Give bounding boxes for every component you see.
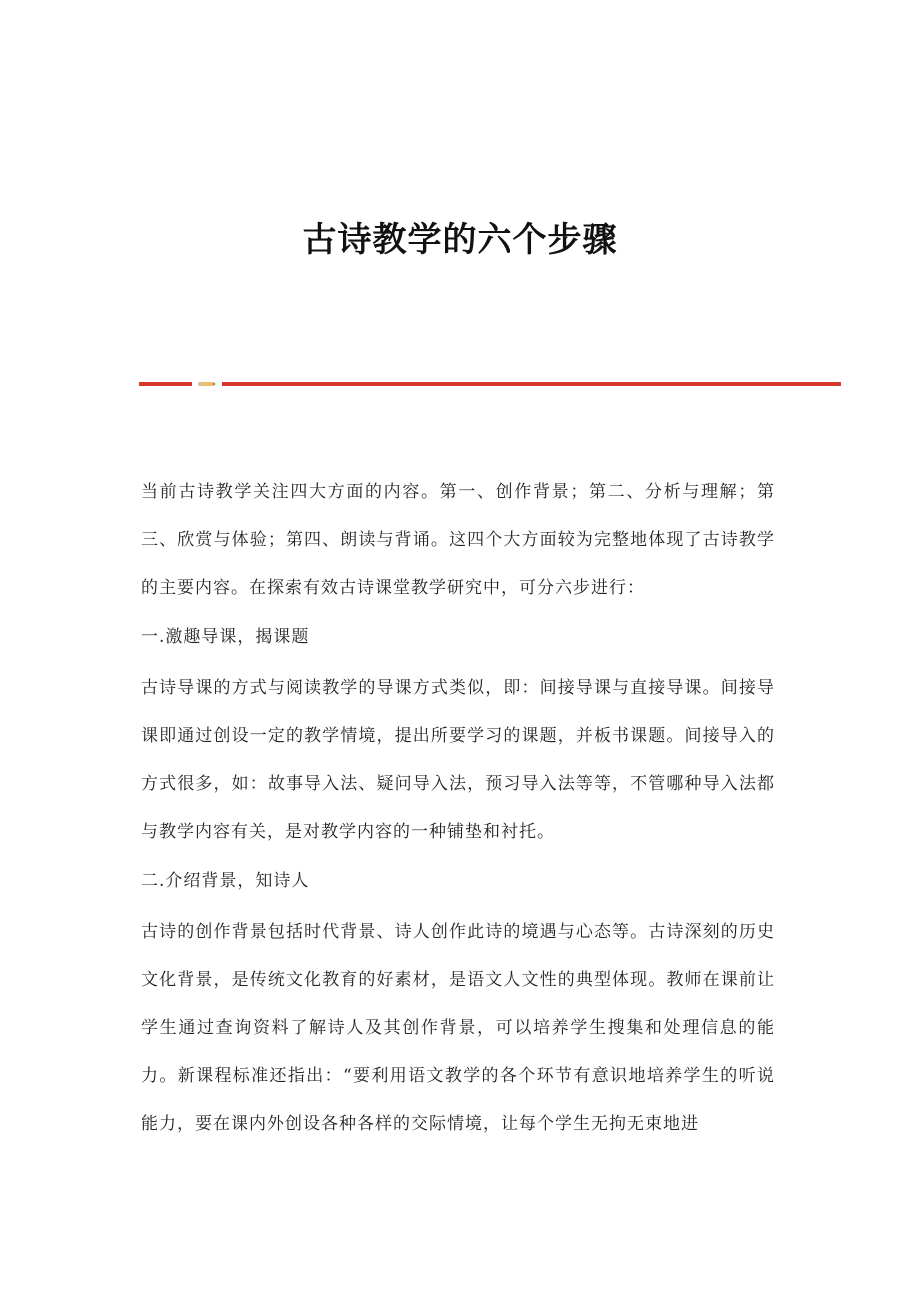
section-body-1: 古诗导课的方式与阅读教学的导课方式类似，即：间接导课与直接导课。间接导课即通过创设一定的教学情境，提出所要学习的课题，并板书课题。间接导入的方式很多，如：故事导入法、疑问导入法，预习导入法等等，不管哪种导入法都与教学内容有关，是对教学内容的一种铺垫和衬托。: [141, 678, 775, 842]
pencil-ornament-icon: [197, 380, 216, 388]
section-body-2: 古诗的创作背景包括时代背景、诗人创作此诗的境遇与心态等。古诗深刻的历史文化背景，是传统文化教育的好素材，是语文人文性的典型体现。教师在课前让学生通过查询资料了解诗人及其创作背景，可以培养学生搜集和处理信息的能力。新课程标准还指出：“要利用语文教学的各个环节有意识地培养学生的听说能力，要在课内外创设各种各样的交际情境，让每个学生无拘无束地进: [141, 922, 775, 1134]
section-heading-1: 一.激趣导课，揭课题: [141, 627, 310, 647]
section-heading-2: 二.介绍背景，知诗人: [141, 871, 310, 891]
intro-paragraph: 当前古诗教学关注四大方面的内容。第一、创作背景；第二、分析与理解；第三、欣赏与体验；第四、朗读与背诵。这四个大方面较为完整地体现了古诗教学的主要内容。在探索有效古诗课堂教学研究中，可分六步进行：: [141, 482, 775, 598]
divider-bar-left: [139, 382, 192, 386]
divider-bar-right: [222, 382, 841, 386]
title-divider: [139, 380, 841, 390]
document-title: 古诗教学的六个步骤: [302, 220, 618, 260]
document-body: [141, 468, 775, 1148]
